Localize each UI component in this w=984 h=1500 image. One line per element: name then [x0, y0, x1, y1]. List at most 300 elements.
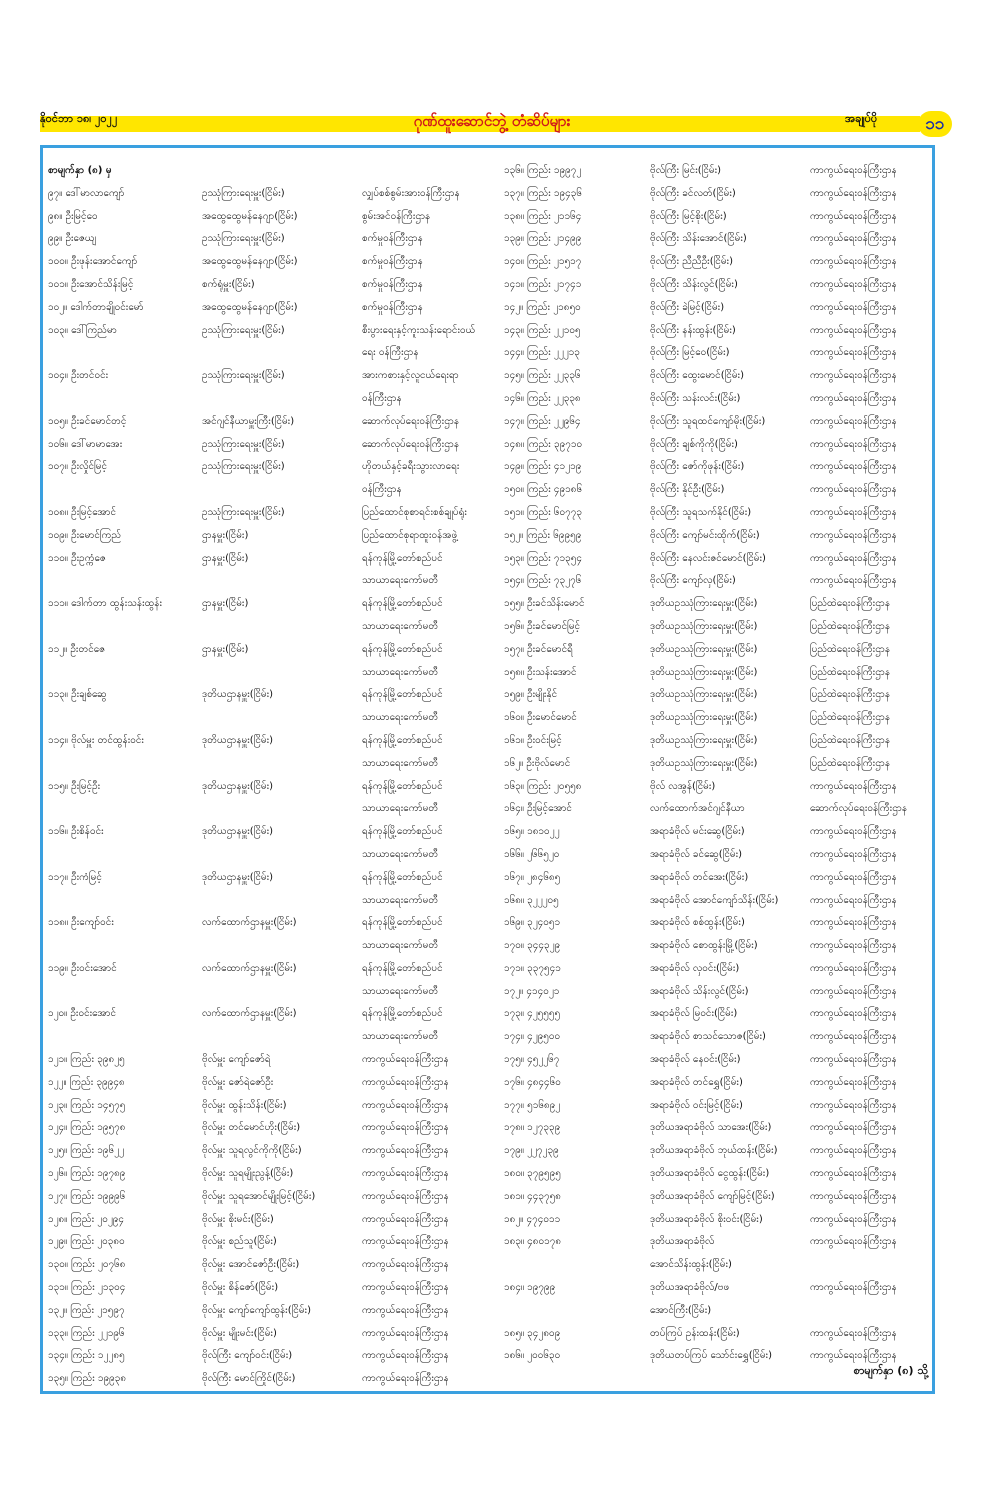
entry-name: ၁၆၀။ ဦးမောင်မောင် — [504, 712, 577, 724]
entry-rank: ဗိုလ်ကြီး သိန်းအောင်(ငြိမ်း) — [650, 233, 747, 245]
entry-rank: ဒုတိယဥဿုံကြားရေးမှူး(ငြိမ်း) — [650, 666, 758, 678]
entry-name: ၁၃၃။ ကြည်း ၂၂၁၉၆ — [48, 1327, 125, 1339]
entry-name — [504, 1254, 650, 1277]
entry-ministry: ပြည်ထဲရေးဝန်ကြီးဌာန — [810, 620, 891, 632]
entry-ministry: လျှပ်စစ်စွမ်းအားဝန်ကြီးဌာန — [362, 187, 460, 199]
entry-name: ၁၄၇။ ကြည်း ၂၂၉၆၄ — [504, 415, 581, 427]
header-day: အချုပ်ပို — [845, 112, 878, 125]
entry-rank: ဗိုလ်မှူး ဇော်ရဲဇော်ဦး — [202, 1076, 274, 1088]
list-item — [48, 1345, 508, 1368]
entry-name: ၁၇၁။ ၃၃၇၅၄၁ — [504, 962, 561, 974]
entry-rank: အရာခံဗိုလ် မင်းဆွေ(ငြိမ်း) — [650, 826, 745, 838]
entry-name — [48, 753, 202, 776]
list-item — [48, 1072, 508, 1095]
entry-rank: ဒုတိယအရာခံဗိုလ်/ဗဖ — [650, 1282, 730, 1294]
entry-rank: ဗိုလ်ကြီး ဇော်ကိုဖုန်း(ငြိမ်း) — [650, 461, 745, 473]
entry-ministry: ပြည်ထဲရေးဝန်ကြီးဌာန — [810, 689, 891, 701]
entry-ministry: ကာကွယ်ရေးဝန်ကြီးဌာန — [810, 461, 897, 473]
entry-ministry: ဝန်ကြီးဌာန — [362, 392, 402, 404]
entry-ministry: သာယာရေးကော်မတီ — [362, 940, 439, 952]
entry-ministry: ကာကွယ်ရေးဝန်ကြီးဌာန — [810, 1122, 897, 1134]
list-item — [504, 1209, 928, 1232]
list-item — [48, 912, 508, 935]
entry-rank: ဒုတိယအရာခံဗိုလ် စိုးဝင်း(ငြိမ်း) — [650, 1213, 763, 1225]
entry-name: ၁၄၂။ ကြည်း ၂၁၈၅၀ — [504, 301, 581, 313]
list-item — [48, 798, 508, 821]
entry-name — [48, 844, 202, 867]
list-item — [504, 525, 928, 548]
list-item — [504, 365, 928, 388]
list-item — [504, 1003, 928, 1026]
entry-ministry: ကာကွယ်ရေးဝန်ကြီးဌာန — [810, 1168, 897, 1180]
entry-name: ၉၇။ ဒေါ်မာလာကျော် — [48, 187, 125, 199]
list-item — [504, 662, 928, 685]
list-item — [504, 639, 928, 662]
entry-rank: တပ်ကြပ် ဥန်းထန်း(ငြိမ်း) — [650, 1327, 740, 1339]
entry-ministry: ကာကွယ်ရေးဝန်ကြီးဌာန — [362, 1076, 449, 1088]
entry-name — [48, 707, 202, 730]
entry-ministry: ကာကွယ်ရေးဝန်ကြီးဌာန — [810, 1236, 897, 1248]
entry-name: ၁၀၀။ ဦးဖုန်းအောင်ကျော် — [48, 256, 138, 268]
entry-name — [48, 479, 202, 502]
entry-ministry: ကာကွယ်ရေးဝန်ကြီးဌာန — [810, 848, 897, 860]
entry-rank: ဗိုလ်ကြီး မြင့်ဝေ(ငြိမ်း) — [650, 347, 730, 359]
entry-rank: ဗိုလ်ကြီး ကျော်မင်းထိုက်(ငြိမ်း) — [650, 529, 760, 541]
entry-name: ၁၄၃။ ကြည်း ၂၂၁၀၅ — [504, 324, 581, 336]
entry-ministry: အားကစားနှင့်လူငယ်ရေးရာ — [362, 370, 459, 382]
list-item — [48, 502, 508, 525]
entry-ministry: ကာကွယ်ရေးဝန်ကြီးဌာန — [362, 1213, 449, 1225]
entry-name: ၁၁၈။ ဦးကျော်ဝင်း — [48, 917, 114, 929]
entry-rank: အရာခံဗိုလ် အောင်ကျော်သိန်း(ငြိမ်း) — [650, 894, 779, 906]
list-item — [48, 1254, 508, 1277]
entry-ministry: ကာကွယ်ရေးဝန်ကြီးဌာန — [810, 894, 897, 906]
list-item — [504, 593, 928, 616]
list-item — [504, 821, 928, 844]
list-item — [48, 776, 508, 799]
entry-name: ၁၁၂။ ဦးတင်ဇေ — [48, 643, 106, 655]
entry-rank: ဒုတိယအရာခံဗိုလ် ငွေထွန်း(ငြိမ်း) — [650, 1168, 770, 1180]
list-item — [504, 183, 928, 206]
entry-ministry: ကာကွယ်ရေးဝန်ကြီးဌာန — [810, 871, 897, 883]
entry-ministry: ကာကွယ်ရေးဝန်ကြီးဌာန — [362, 1099, 449, 1111]
entry-name: ၁၅၃။ ကြည်း ၇၁၃၅၄ — [504, 552, 583, 564]
list-item — [48, 1231, 508, 1254]
entry-name: ၁၄၄။ ကြည်း ၂၂၂၁၃ — [504, 347, 580, 359]
entry-name: ၁၆၄။ ဦးမြင့်အောင် — [504, 803, 572, 815]
entry-ministry: ဆောက်လုပ်ရေးဝန်ကြီးဌာန — [362, 438, 460, 450]
entry-name: ၁၆၆။ ၂၆၆၅၂၀ — [504, 848, 560, 860]
entry-rank — [202, 1026, 362, 1049]
entry-name: ၁၇၀။ ၃၄၄၃၂၉ — [504, 940, 561, 952]
entry-name: ၁၀၆။ ဒေါ်မာမာအေး — [48, 438, 123, 450]
list-item — [504, 798, 928, 821]
entry-name: ၁၈၀။ ၃၇၉၅၉၅ — [504, 1168, 561, 1180]
list-item — [48, 1026, 508, 1049]
entry-ministry: ဆောက်လုပ်ရေးဝန်ကြီးဌာန — [362, 415, 460, 427]
entry-name: ၁၁၁။ ဒေါက်တာ ထွန်းသန်းထွန်း — [48, 598, 163, 610]
entry-rank: အရာခံဗိုလ် နေဝင်း(ငြိမ်း) — [650, 1054, 741, 1066]
list-item — [504, 320, 928, 343]
entry-name: ၁၂၀။ ဦးဝင်းအောင် — [48, 1008, 117, 1020]
entry-ministry: ကာကွယ်ရေးဝန်ကြီးဌာန — [810, 301, 897, 313]
list-item — [504, 753, 928, 776]
entry-ministry: ကာကွယ်ရေးဝန်ကြီးဌာန — [362, 1259, 449, 1271]
list-item — [504, 548, 928, 571]
entry-name — [48, 1026, 202, 1049]
list-item — [504, 228, 928, 251]
entry-ministry: ကာကွယ်ရေးဝန်ကြီးဌာန — [810, 940, 897, 952]
entry-name: ၁၇၄။ ၄၂၉၅၀၀ — [504, 1031, 561, 1043]
entry-name: ၁၂၃။ ကြည်း ၁၄၅၇၅ — [48, 1099, 126, 1111]
entry-ministry: ကာကွယ်ရေးဝန်ကြီးဌာန — [810, 826, 897, 838]
entry-rank — [202, 981, 362, 1004]
continued-to-label: စာမျက်နှာ (၈) သို့ — [853, 1364, 928, 1377]
list-item — [504, 1163, 928, 1186]
entry-name: ၁၃၇။ ကြည်း ၁၉၄၃၆ — [504, 187, 583, 199]
entry-ministry: ကာကွယ်ရေးဝန်ကြီးဌာန — [810, 1190, 897, 1202]
entry-ministry: ကာကွယ်ရေးဝန်ကြီးဌာန — [810, 506, 897, 518]
left-column — [48, 160, 508, 1391]
list-item — [48, 342, 508, 365]
entry-ministry: ကာကွယ်ရေးဝန်ကြီးဌာန — [362, 1282, 449, 1294]
entry-name — [48, 616, 202, 639]
entry-rank: ဥဿုံကြားရေးမှူး(ငြိမ်း) — [202, 187, 285, 199]
list-item — [48, 593, 508, 616]
entry-rank: လက်ထောက်ဌာနမှူး(ငြိမ်း) — [202, 917, 297, 929]
entry-rank: ဌာနမှူး(ငြိမ်း) — [202, 529, 249, 541]
entry-rank — [202, 570, 362, 593]
list-item — [48, 1209, 508, 1232]
entry-rank: ဒုတိယဥဿုံကြားရေးမှူး(ငြိမ်း) — [650, 598, 758, 610]
entry-name: ၁၄၆။ ကြည်း ၂၂၃၃၈ — [504, 392, 581, 404]
entry-name: ၁၆၅။ ၁၈၁၀၂၂ — [504, 826, 560, 838]
entry-rank: လက်ထောက်ဌာနမှူး(ငြိမ်း) — [202, 962, 297, 974]
list-item — [504, 730, 928, 753]
list-item — [504, 251, 928, 274]
entry-name: ၁၁၃။ ဦးချစ်ဆွေ — [48, 689, 107, 701]
entry-rank: ဗိုလ်မှူး ထွန်းသိန်း(ငြိမ်း) — [202, 1099, 287, 1111]
entry-ministry: ဆောက်လုပ်ရေးဝန်ကြီးဌာန — [810, 803, 908, 815]
entry-name: ၁၈၁။ ၄၄၃၇၅၈ — [504, 1190, 562, 1202]
list-item — [504, 844, 928, 867]
list-item — [48, 1117, 508, 1140]
list-item — [48, 890, 508, 913]
entry-rank — [202, 479, 362, 502]
continued-from-label: စာမျက်နှာ (၈) မှ — [48, 165, 112, 176]
entry-ministry: ရန်ကုန်မြို့တော်စည်ပင် — [362, 1008, 443, 1020]
entry-rank: အရာခံဗိုလ် သိန်းလွင်(ငြိမ်း) — [650, 985, 749, 997]
entry-ministry: သာယာရေးကော်မတီ — [362, 620, 439, 632]
entry-rank: ဒုတိယအရာခံဗိုလ် ဘုယ်ထန်း(ငြိမ်း) — [650, 1145, 778, 1157]
list-item — [504, 1117, 928, 1140]
list-item — [504, 479, 928, 502]
entry-name: ၁၂၉။ ကြည်း ၂၀၃၈၀ — [48, 1236, 125, 1248]
list-item — [48, 1163, 508, 1186]
list-item — [48, 639, 508, 662]
entry-ministry: ကာကွယ်ရေးဝန်ကြီးဌာန — [810, 484, 897, 496]
entry-ministry: ကာကွယ်ရေးဝန်ကြီးဌာန — [810, 1145, 897, 1157]
entry-ministry: ရန်ကုန်မြို့တော်စည်ပင် — [362, 598, 443, 610]
entry-rank: ဗိုလ်ကြီး နိုင်ဦး(ငြိမ်း) — [650, 484, 725, 496]
entry-rank: ဗိုလ်ကြီး မြင့်စိုး(ငြိမ်း) — [650, 210, 727, 222]
entry-rank: ဒုတိယဥဿုံကြားရေးမှူး(ငြိမ်း) — [650, 734, 758, 746]
list-item — [504, 935, 928, 958]
entry-name: ၁၁၆။ ဦးစိန်ဝင်း — [48, 826, 104, 838]
list-item — [48, 753, 508, 776]
list-item — [504, 776, 928, 799]
entry-ministry: စက်မှုဝန်ကြီးဌာန — [362, 233, 423, 245]
entry-rank: ဗိုလ်မှူး စည်သူ(ငြိမ်း) — [202, 1236, 277, 1248]
entry-rank: အရာခံဗိုလ် ဝင်းမြင့်(ငြိမ်း) — [650, 1099, 743, 1111]
page-number: ၁၁ — [918, 111, 952, 137]
entry-name: ၁၁၀။ ဦးဥက္ကံဇေ — [48, 552, 106, 564]
entry-name: ၁၆၂။ ဦးဗိုလ်မောင် — [504, 757, 571, 769]
list-item — [504, 434, 928, 457]
entry-name: ၁၇၇။ ၅၁၆၈၉၂ — [504, 1099, 561, 1111]
entry-rank: အရာခံဗိုလ် လှဝင်း(ငြိမ်း) — [650, 962, 740, 974]
continued-from-row — [48, 160, 508, 183]
entry-ministry: ကာကွယ်ရေးဝန်ကြီးဌာန — [810, 324, 897, 336]
entry-name: ၁၇၅။ ၄၅၂၂၆၇ — [504, 1054, 560, 1066]
entry-rank — [202, 753, 362, 776]
list-item — [48, 1300, 508, 1323]
list-item — [504, 388, 928, 411]
list-item — [48, 1186, 508, 1209]
entry-rank: ဒုတိယဥဿုံကြားရေးမှူး(ငြိမ်း) — [650, 757, 758, 769]
entry-rank: ဗိုလ်ကြီး နန်းထွန်း(ငြိမ်း) — [650, 324, 736, 336]
entry-name: ၁၇၉။ ၂၂၇၂၃၉ — [504, 1145, 559, 1157]
entry-rank: ဗိုလ်ကြီး ထွေးမောင်(ငြိမ်း) — [650, 370, 744, 382]
entry-rank: ဌာနမှူး(ငြိမ်း) — [202, 552, 249, 564]
entry-rank: ဒုတိယအရာခံဗိုလ် ကျော်မြင့်(ငြိမ်း) — [650, 1190, 775, 1202]
entry-name: ၁၅၀။ ကြည်း ၄၉၁၈၆ — [504, 484, 583, 496]
entry-name: ၁၈၄။ ၁၉၇၉၉ — [504, 1282, 556, 1294]
entry-name: ၁၄၈။ ကြည်း ၃၉၇၁၀ — [504, 438, 583, 450]
list-item — [504, 570, 928, 593]
list-item — [504, 206, 928, 229]
list-item — [504, 1254, 928, 1277]
list-item — [48, 274, 508, 297]
entry-rank: ဗိုလ်ကြီး ကျော်ဝင်း(ငြိမ်း) — [202, 1350, 293, 1362]
entry-ministry: ရန်ကုန်မြို့တော်စည်ပင် — [362, 917, 443, 929]
entry-name: ၁၅၉။ ဦးမျိုးနိုင် — [504, 689, 558, 701]
entry-ministry: ပြည်ထဲရေးဝန်ကြီးဌာန — [810, 734, 891, 746]
entry-ministry: ကာကွယ်ရေးဝန်ကြီးဌာန — [810, 278, 897, 290]
entry-rank: ဗိုလ်ကြီး နေလင်းဇင်မောင်(ငြိမ်း) — [650, 552, 766, 564]
entry-ministry: ကာကွယ်ရေးဝန်ကြီးဌာန — [810, 1350, 897, 1362]
entry-name: ၁၅၇။ ဦးခင်မောင်ရီ — [504, 643, 573, 655]
list-item — [504, 1072, 928, 1095]
entry-rank — [202, 935, 362, 958]
entry-rank: ဗိုလ်ကြီး သိန်းလွင်(ငြိမ်း) — [650, 278, 738, 290]
list-item — [48, 228, 508, 251]
entry-rank: အထွေထွေမန်နေဂျာ(ငြိမ်း) — [202, 301, 298, 313]
entry-name: ၁၅၅။ ဦးခင်သိန်းမောင် — [504, 598, 585, 610]
entry-ministry: ကာကွယ်ရေးဝန်ကြီးဌာန — [810, 256, 897, 268]
entry-name: ၁၂၅။ ကြည်း ၁၉၆၂၂ — [48, 1145, 124, 1157]
list-item — [48, 251, 508, 274]
entry-ministry: ကာကွယ်ရေးဝန်ကြီးဌာန — [810, 529, 897, 541]
entry-ministry: ပြည်ထဲရေးဝန်ကြီးဌာန — [810, 643, 891, 655]
entry-ministry: ကာကွယ်ရေးဝန်ကြီးဌာန — [810, 575, 897, 587]
entry-name: ၁၁၉။ ဦးဝင်းအောင် — [48, 962, 117, 974]
entry-ministry: ရန်ကုန်မြို့တော်စည်ပင် — [362, 689, 443, 701]
entry-ministry: ကာကွယ်ရေးဝန်ကြီးဌာန — [810, 1282, 897, 1294]
list-item — [48, 411, 508, 434]
list-item — [48, 662, 508, 685]
entry-ministry: ကာကွယ်ရေးဝန်ကြီးဌာန — [810, 392, 897, 404]
entry-ministry: ရေး ဝန်ကြီးဌာန — [362, 347, 419, 359]
entry-ministry: ပြည်ထဲရေးဝန်ကြီးဌာန — [810, 598, 891, 610]
entry-ministry: ကာကွယ်ရေးဝန်ကြီးဌာန — [810, 210, 897, 222]
list-item — [504, 981, 928, 1004]
entry-name: ၁၂၈။ ကြည်း ၂၀၂၉၄ — [48, 1213, 125, 1225]
entry-rank: ဗိုလ်မှူး အောင်ဇော်ဦး(ငြိမ်း) — [202, 1259, 300, 1271]
entry-ministry: ကာကွယ်ရေးဝန်ကြီးဌာန — [810, 917, 897, 929]
list-item — [504, 912, 928, 935]
entry-ministry: စွမ်းအင်ဝန်ကြီးဌာန — [362, 210, 431, 222]
entry-name: ၁၃၂။ ကြည်း ၂၁၅၉၇ — [48, 1304, 125, 1316]
entry-name: ၁၄၉။ ကြည်း ၄၁၂၁၉ — [504, 461, 582, 473]
page-header — [0, 0, 984, 160]
list-item — [48, 297, 508, 320]
list-item — [48, 206, 508, 229]
entry-name — [48, 935, 202, 958]
entry-name — [48, 798, 202, 821]
entry-rank — [202, 844, 362, 867]
list-item — [504, 1186, 928, 1209]
entry-ministry: စက်မှုဝန်ကြီးဌာန — [362, 278, 423, 290]
entry-ministry: ကာကွယ်ရေးဝန်ကြီးဌာန — [362, 1122, 449, 1134]
entry-ministry: ကာကွယ်ရေးဝန်ကြီးဌာန — [810, 347, 897, 359]
entry-rank: ဒုတိယတပ်ကြပ် သော်င်းရွှေ(ငြိမ်း) — [650, 1350, 772, 1362]
entry-ministry: ရန်ကုန်မြို့တော်စည်ပင် — [362, 871, 443, 883]
entry-ministry: ကာကွယ်ရေးဝန်ကြီးဌာန — [810, 187, 897, 199]
list-item — [48, 320, 508, 343]
entry-ministry: ကာကွယ်ရေးဝန်ကြီးဌာန — [810, 233, 897, 245]
entry-ministry: စီးပွားရေးနှင့်ကူးသန်းရောင်းဝယ် — [362, 324, 476, 336]
entry-rank: ဗိုလ်ကြီး ညီညီဦး(ငြိမ်း) — [650, 256, 733, 268]
list-item — [504, 707, 928, 730]
list-item — [504, 456, 928, 479]
entry-ministry: ရန်ကုန်မြို့တော်စည်ပင် — [362, 734, 443, 746]
entry-ministry: စက်မှုဝန်ကြီးဌာန — [362, 301, 423, 313]
entry-name: ၁၂၄။ ကြည်း ၁၉၅၇၈ — [48, 1122, 126, 1134]
entry-ministry: စက်မှုဝန်ကြီးဌာန — [362, 256, 423, 268]
entry-rank — [202, 616, 362, 639]
list-item — [48, 958, 508, 981]
list-item — [48, 821, 508, 844]
entry-rank: အရာခံဗိုလ် တင်ရွှေ(ငြိမ်း) — [650, 1076, 743, 1088]
list-item — [48, 981, 508, 1004]
entry-rank: လက်ထောက်အင်ဂျင်နီယာ — [650, 803, 745, 815]
entry-name: ၁၃၈။ ကြည်း ၂၁၁၆၄ — [504, 210, 582, 222]
list-item — [48, 570, 508, 593]
list-item — [48, 867, 508, 890]
list-item — [48, 1277, 508, 1300]
entry-ministry: ကာကွယ်ရေးဝန်ကြီးဌာန — [810, 1076, 897, 1088]
entry-rank: ဗိုလ်ကြီး ချစ်ကိုကို(ငြိမ်း) — [650, 438, 738, 450]
list-item — [48, 1003, 508, 1026]
entry-ministry: ကာကွယ်ရေးဝန်ကြီးဌာန — [362, 1054, 449, 1066]
list-item — [48, 365, 508, 388]
list-item — [48, 1095, 508, 1118]
entry-name: ၁၆၈။ ၃၂၂၂၀၅ — [504, 894, 559, 906]
list-item — [504, 1049, 928, 1072]
entry-ministry: ကာကွယ်ရေးဝန်ကြီးဌာန — [362, 1145, 449, 1157]
entry-rank: အရာခံဗိုလ် စစ်ထွန်း(ငြိမ်း) — [650, 917, 745, 929]
entry-rank: ဒုတိယဌာနမှူး(ငြိမ်း) — [202, 689, 274, 701]
entry-name: ၁၂၇။ ကြည်း ၁၉၉၉၆ — [48, 1190, 126, 1202]
list-item — [504, 1323, 928, 1346]
entry-rank — [202, 798, 362, 821]
entry-rank: ဌာနမှူး(ငြိမ်း) — [202, 643, 249, 655]
list-item — [48, 730, 508, 753]
list-item — [48, 388, 508, 411]
entry-name: ၁၀၈။ ဦးမြင့်အောင် — [48, 506, 117, 518]
entry-rank: ဗိုလ်ကြီး ခင်လတ်(ငြိမ်း) — [650, 187, 736, 199]
entry-name: ၁၁၅။ ဦးမြင့်ဦး — [48, 780, 101, 792]
entry-ministry: ဟိုတယ်နှင့်ခရီးသွားလာရေး — [362, 461, 460, 473]
entry-ministry: ရန်ကုန်မြို့တော်စည်ပင် — [362, 826, 443, 838]
list-item — [504, 1300, 928, 1323]
entry-ministry: ကာကွယ်ရေးဝန်ကြီးဌာန — [362, 1236, 449, 1248]
entry-ministry: ကာကွယ်ရေးဝန်ကြီးဌာန — [810, 165, 897, 176]
entry-name: ၁၃၆။ ကြည်း ၁၉၉၇၂ — [504, 165, 582, 176]
entry-ministry: ကာကွယ်ရေးဝန်ကြီးဌာန — [810, 438, 897, 450]
entry-name: ၁၂၁။ ကြည်း ၃၉၈၂၅ — [48, 1054, 125, 1066]
entry-name: ၁၇၃။ ၄၂၅၅၅၅ — [504, 1008, 561, 1020]
entry-ministry: ကာကွယ်ရေးဝန်ကြီးဌာန — [810, 1213, 897, 1225]
entry-name: ၁၈၆။ ၂၀၀၆၃၀ — [504, 1350, 561, 1362]
entry-rank: ဥဿုံကြားရေးမှူး(ငြိမ်း) — [202, 461, 285, 473]
entry-rank: ဒုတိယဌာနမှူး(ငြိမ်း) — [202, 871, 274, 883]
entry-ministry: ကာကွယ်ရေးဝန်ကြီးဌာန — [810, 1054, 897, 1066]
entry-rank: ဒုတိယဌာနမှူး(ငြိမ်း) — [202, 826, 274, 838]
entry-rank: ဒုတိယဥဿုံကြားရေးမှူး(ငြိမ်း) — [650, 712, 758, 724]
entry-rank: ဌာနမှူး(ငြိမ်း) — [202, 598, 249, 610]
entry-name: ၁၃၀။ ကြည်း ၂၀၇၆၈ — [48, 1259, 126, 1271]
entry-rank: အရာခံဗိုလ် စာသင်သောဇ(ငြိမ်း) — [650, 1031, 766, 1043]
list-item — [48, 548, 508, 571]
entry-ministry: ကာကွယ်ရေးဝန်ကြီးဌာန — [362, 1373, 449, 1385]
entry-name — [48, 388, 202, 411]
list-item — [504, 1095, 928, 1118]
entry-name: ၁၈၃။ ၄၈၀၁၇၈ — [504, 1236, 562, 1248]
entry-name: ၁၆၁။ ဦးဝင်းမြင့် — [504, 734, 562, 746]
entry-rank: ဗိုလ်မှူး မျိုးမင်း(ငြိမ်း) — [202, 1327, 277, 1339]
entry-rank: ဥဿုံကြားရေးမှူး(ငြိမ်း) — [202, 506, 285, 518]
list-item — [48, 844, 508, 867]
entry-rank: ဗိုလ်ကြီး ကျော်လှ(ငြိမ်း) — [650, 575, 736, 587]
entry-name: ၁၆၉။ ၃၂၄၀၅၁ — [504, 917, 561, 929]
entry-name: ၁၀၉။ ဦးမောင်ကြည် — [48, 529, 122, 541]
entry-ministry: ကာကွယ်ရေးဝန်ကြီးဌာန — [362, 1190, 449, 1202]
entry-rank: ဗိုလ်မှူး စိုးမင်း(ငြိမ်း) — [202, 1213, 274, 1225]
list-item — [48, 1368, 508, 1391]
entry-rank: အထွေထွေမန်နေဂျာ(ငြိမ်း) — [202, 210, 298, 222]
entry-rank: ဗိုလ်ကြီး ခဲမြင့်(ငြိမ်း) — [650, 301, 725, 313]
list-item — [48, 456, 508, 479]
entry-rank — [202, 662, 362, 685]
entry-rank: စက်ရုံမှူး(ငြိမ်း) — [202, 278, 255, 290]
entry-ministry: ပြည်ထဲရေးဝန်ကြီးဌာန — [810, 712, 891, 724]
entry-ministry: ကာကွယ်ရေးဝန်ကြီးဌာန — [362, 1168, 449, 1180]
list-item — [504, 342, 928, 365]
entry-rank: ဗိုလ်ကြီး သူရသက်နိုင်(ငြိမ်း) — [650, 506, 752, 518]
entry-rank: အောင်သိန်းထွန်း(ငြိမ်း) — [650, 1259, 732, 1271]
